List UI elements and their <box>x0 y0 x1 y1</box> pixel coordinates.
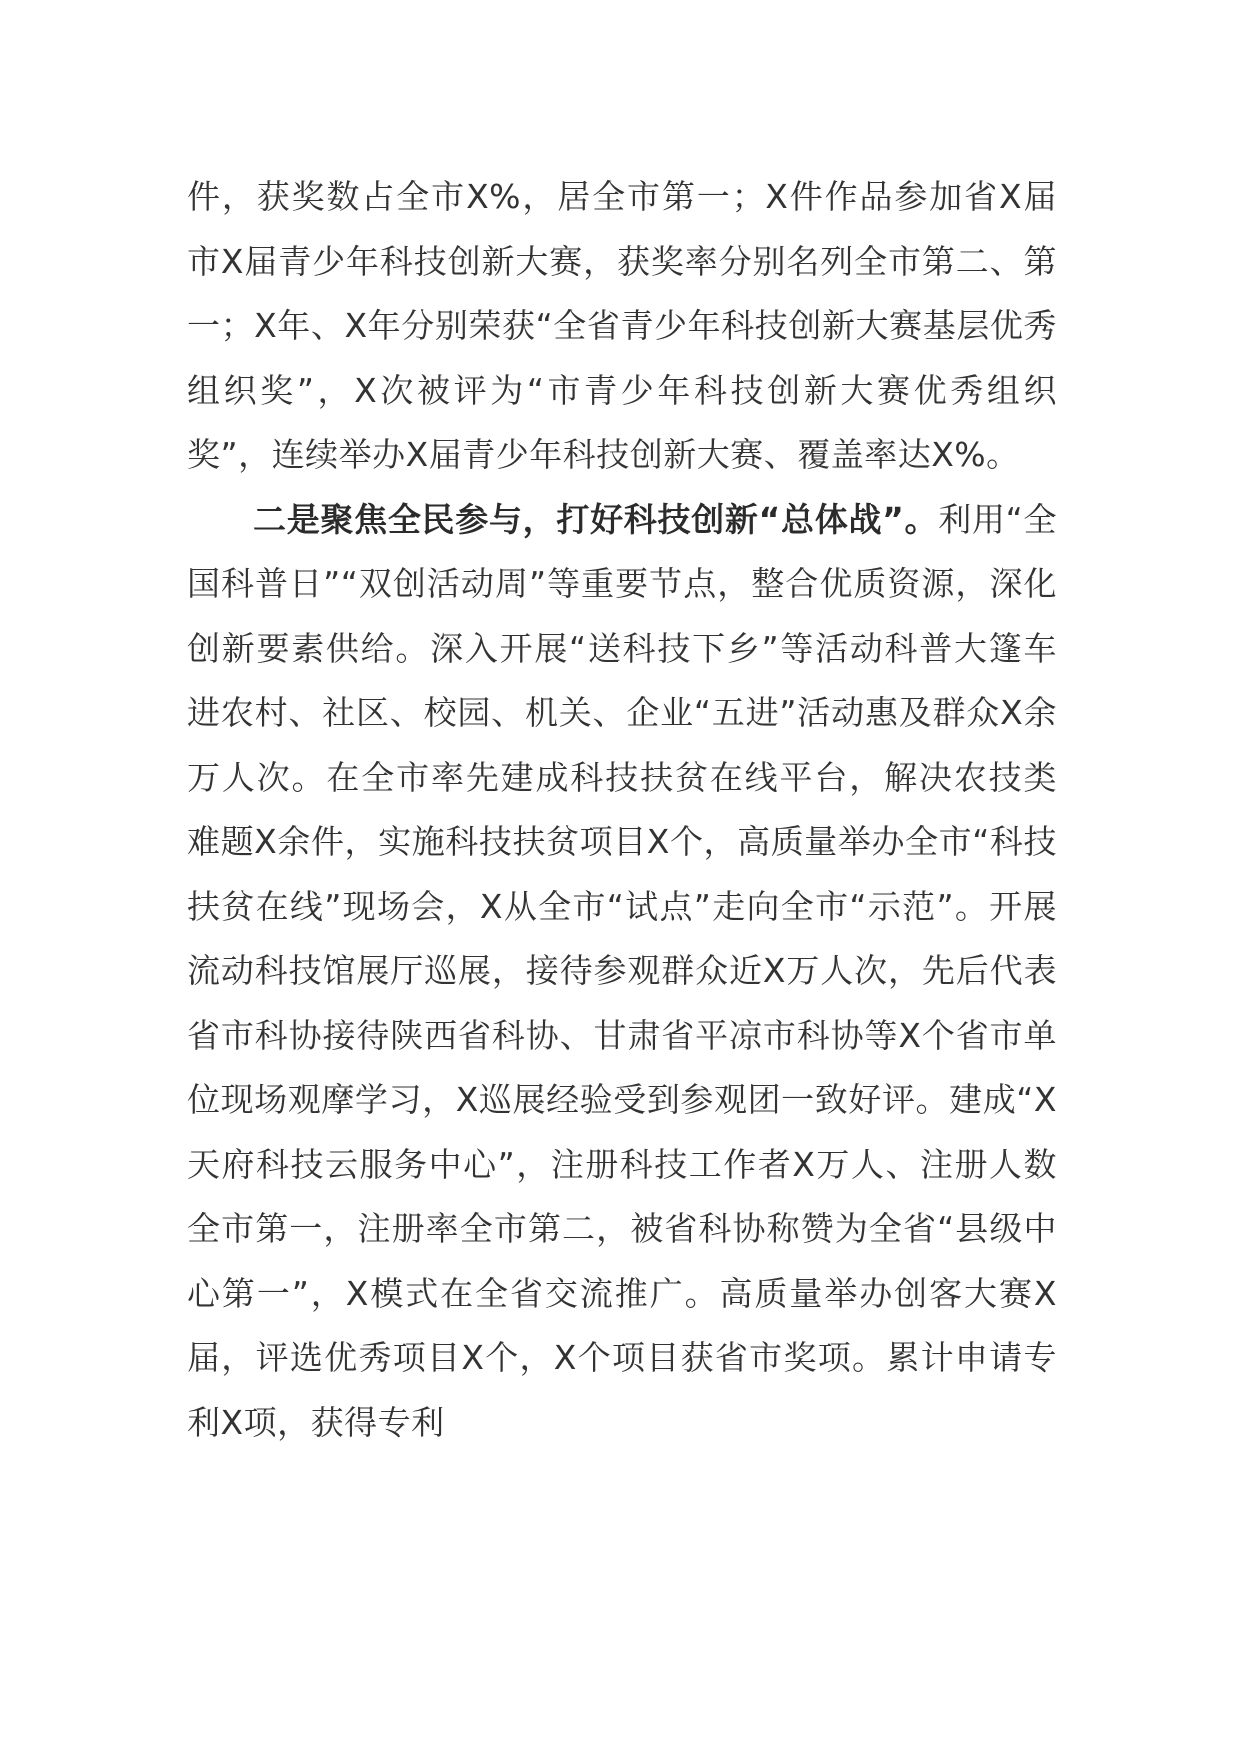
paragraph-body: 利用“全国科普日”“双创活动周”等重要节点，整合优质资源，深化创新要素供给。深入开展“送科技下乡”等活动科普大篷车进农村、社区、校园、机关、企业“五进”活动惠及群众X余万人次。在全市率先建成科技扶贫在线平台，解决农技类难题X余件，实施科技扶贫项目X个，高质量举办全市“科技扶贫在线”现场会，X从全市“试点”走向全市“示范”。开展流动科技馆展厅巡展，接待参观群众近X万人次，先后代表省市科协接待陕西省科协、甘肃省平凉市科协等X个省市单位现场观摩学习，X巡展经验受到参观团一致好评。建成“X天府科技云服务中心”，注册科技工作者X万人、注册人数全市第一，注册率全市第二，被省科协称赞为全省“县级中心第一”，X模式在全省交流推广。高质量举办创客大赛X届，评选优秀项目X个，X个项目获省市奖项。累计申请专利X项，获得专利 <box>187 499 1057 1442</box>
paragraph-heading: 二是聚焦全民参与，打好科技创新“总体战”。 <box>253 499 939 539</box>
paragraph-second <box>187 488 1057 1456</box>
document-body <box>187 165 1057 1455</box>
paragraph-continued: 件，获奖数占全市X%，居全市第一；X件作品参加省X届市X届青少年科技创新大赛，获奖率分别名列全市第二、第一；X年、X年分别荣获“全省青少年科技创新大赛基层优秀组织奖”，X次被评为“市青少年科技创新大赛优秀组织奖”，连续举办X届青少年科技创新大赛、覆盖率达X%。 <box>187 177 1057 474</box>
